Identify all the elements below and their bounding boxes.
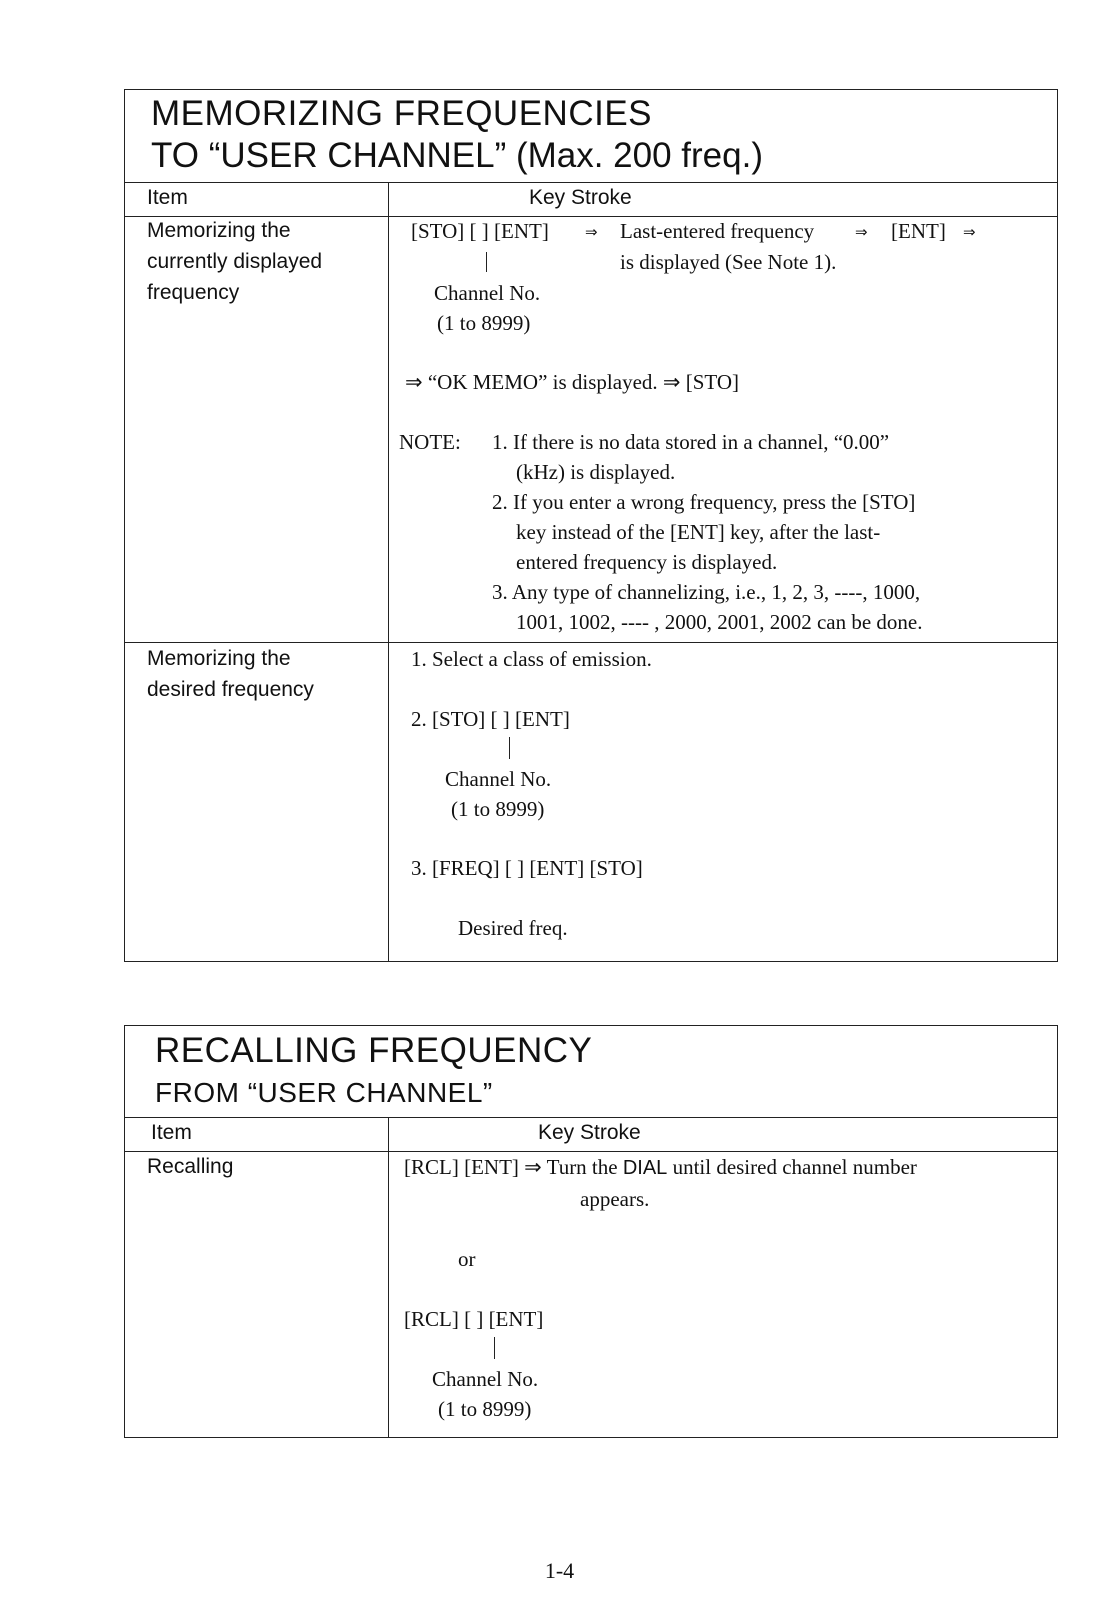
row2-channel-pointer — [509, 737, 510, 759]
recall-channel-range: (1 to 8999) — [438, 1397, 532, 1421]
recall-channel-no: Channel No. — [432, 1367, 539, 1391]
row2-desired-freq: Desired freq. — [458, 916, 568, 940]
header-row-divider — [125, 216, 1057, 217]
memorizing-section — [124, 89, 1058, 962]
recalling-header — [125, 1026, 1057, 1118]
row2-channel-no: Channel No. — [445, 767, 552, 791]
recalling-title-line2: FROM “USER CHANNEL” — [155, 1077, 493, 1108]
row1-item-label-line2: currently displayed — [147, 250, 323, 273]
note3-line1: 3. Any type of channelizing, i.e., 1, 2, 3, ----, 1000, — [492, 580, 921, 604]
row1-arrow1: ⇒ — [585, 225, 598, 241]
row1-item-label-line1: Memorizing the — [147, 219, 291, 242]
header-row-divider — [125, 1151, 1057, 1152]
row1-is-displayed: is displayed (See Note 1). — [620, 250, 837, 274]
recalling-item-label: Recalling — [147, 1155, 234, 1178]
recall-step-a-prefix: [RCL] [ENT] ⇒ Turn the — [404, 1155, 618, 1179]
note1-line2: (kHz) is displayed. — [516, 460, 676, 484]
note2-line3: entered frequency is displayed. — [516, 550, 778, 574]
row1-arrow3: ⇒ — [963, 225, 976, 241]
row1-item-label-line3: frequency — [147, 281, 240, 304]
memorizing-table — [125, 182, 1057, 961]
recall-or: or — [458, 1247, 476, 1271]
recall-step-a — [404, 1155, 917, 1180]
column-header-keystroke: Key Stroke — [529, 186, 632, 209]
column-header-item: Item — [147, 186, 188, 209]
row2-step1: 1. Select a class of emission. — [411, 647, 652, 671]
row1-arrow2: ⇒ — [855, 225, 868, 241]
row2-step2: 2. [STO] [ ] [ENT] — [411, 707, 570, 731]
row2-item-label-line1: Memorizing the — [147, 647, 291, 670]
recall-step-a-line2: appears. — [580, 1187, 650, 1211]
row2-item-label-line2: desired frequency — [147, 678, 314, 701]
recall-step-b: [RCL] [ ] [ENT] — [404, 1307, 544, 1331]
note3-line2: 1001, 1002, ---- , 2000, 2001, 2002 can be done. — [516, 610, 923, 634]
column-divider — [388, 182, 389, 961]
row1-step-keys: [STO] [ ] [ENT] — [411, 219, 549, 243]
recalling-table — [125, 1117, 1057, 1437]
column-divider — [388, 1117, 389, 1437]
memorizing-header — [125, 90, 1057, 183]
recalling-section — [124, 1025, 1058, 1438]
row1-channel-no: Channel No. — [434, 281, 541, 305]
column-header-item: Item — [151, 1121, 192, 1144]
row2-step3: 3. [FREQ] [ ] [ENT] [STO] — [411, 856, 643, 880]
column-header-keystroke: Key Stroke — [538, 1121, 641, 1144]
dial-key-label: DIAL — [622, 1157, 668, 1179]
note2-line2: key instead of the [ENT] key, after the last- — [516, 520, 881, 544]
recalling-title-line1: RECALLING FREQUENCY — [155, 1031, 593, 1070]
note-label: NOTE: — [399, 430, 461, 454]
row1-last-entered: Last-entered frequency — [620, 219, 815, 243]
page-number: 1-4 — [544, 1558, 575, 1583]
row-divider — [125, 642, 1057, 643]
row1-ok-memo-line: ⇒ “OK MEMO” is displayed. ⇒ [STO] — [405, 370, 740, 394]
recall-step-a-suffix: until desired channel number — [672, 1155, 917, 1179]
row1-channel-pointer — [486, 252, 487, 272]
row1-ent-key: [ENT] — [891, 219, 946, 243]
recall-channel-pointer — [494, 1337, 495, 1359]
memorizing-title-line1: MEMORIZING FREQUENCIES — [151, 94, 653, 133]
note2-line1: 2. If you enter a wrong frequency, press the [STO] — [492, 490, 916, 514]
row2-channel-range: (1 to 8999) — [451, 797, 545, 821]
row1-channel-range: (1 to 8999) — [437, 311, 531, 335]
memorizing-title-line2: TO “USER CHANNEL” (Max. 200 freq.) — [151, 136, 763, 175]
note1-line1: 1. If there is no data stored in a channel, “0.00” — [492, 430, 890, 454]
